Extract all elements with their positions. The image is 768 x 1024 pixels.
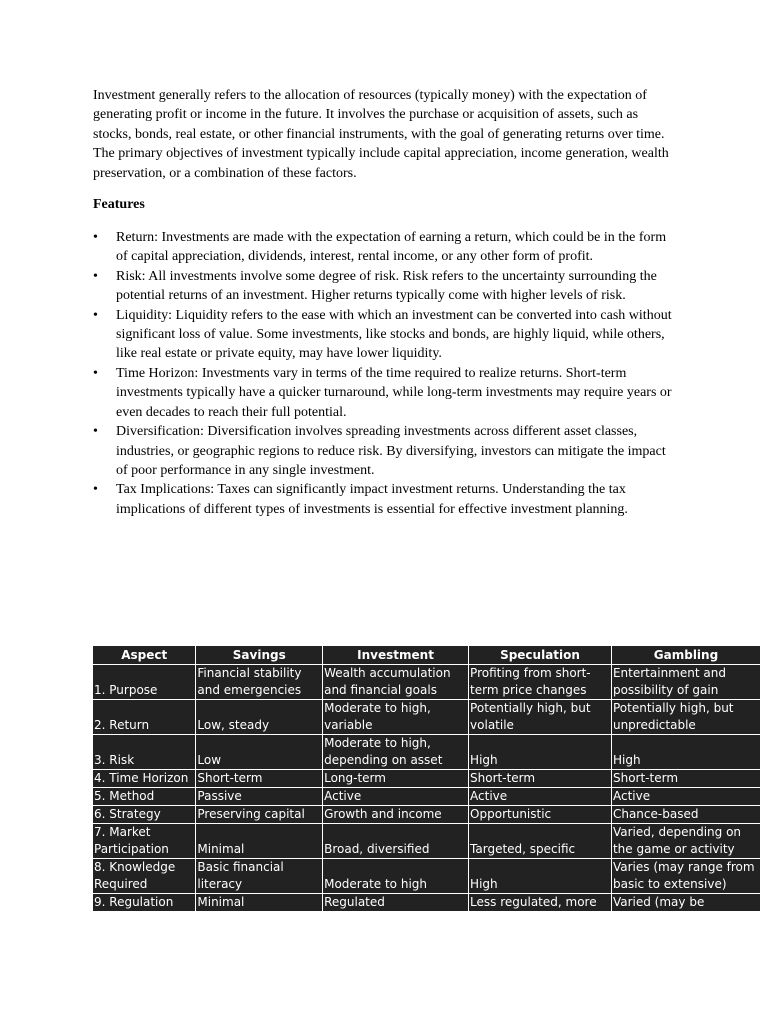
table-cell: High <box>469 859 612 894</box>
table-cell: 2. Return <box>93 700 196 735</box>
document-body <box>93 86 673 519</box>
table-cell: Wealth accumulation and financial goals <box>323 665 469 700</box>
bullet-icon: • <box>93 230 98 246</box>
table-cell: Financial stability and emergencies <box>196 665 323 700</box>
feature-item-return <box>93 228 673 267</box>
table-cell: 9. Regulation <box>93 894 196 912</box>
table-cell: Opportunistic <box>469 806 612 824</box>
table-cell: Potentially high, but unpredictable <box>611 700 760 735</box>
table-cell: Varied (may be <box>611 894 760 912</box>
bullet-icon: • <box>93 268 98 284</box>
table-cell: Low, steady <box>196 700 323 735</box>
table-row <box>93 735 761 770</box>
table-cell: 4. Time Horizon <box>93 770 196 788</box>
table-cell: Targeted, specific <box>469 824 612 859</box>
table-row <box>93 700 761 735</box>
feature-text: Return: Investments are made with the expectation of earning a return, which could be in the form of capital appreciation, dividends, interest, rental income, or any other form of profit. <box>116 230 667 265</box>
table-cell: Active <box>323 788 469 806</box>
table-cell: High <box>611 735 760 770</box>
table-cell: 7. Market Participation <box>93 824 196 859</box>
feature-text: Liquidity: Liquidity refers to the ease with which an investment can be converted into cash without significant loss of value. Some investments, like stocks and bonds, are highly liquid, while others, like real estate or private equity, may have lower liquidity. <box>116 307 672 362</box>
bullet-icon: • <box>93 482 98 498</box>
table-row <box>93 788 761 806</box>
table-cell: 3. Risk <box>93 735 196 770</box>
table-cell: Preserving capital <box>196 806 323 824</box>
table-cell: Passive <box>196 788 323 806</box>
table-cell: High <box>469 735 612 770</box>
table-cell: Less regulated, more <box>469 894 612 912</box>
table-cell: Regulated <box>323 894 469 912</box>
table-cell: Long-term <box>323 770 469 788</box>
comparison-table <box>92 645 761 912</box>
feature-text: Time Horizon: Investments vary in terms of the time required to realize returns. Short-term investments typically have a quicker turnaround, while long-term investments may require years or even decades to reach their full potential. <box>116 365 672 420</box>
feature-text: Tax Implications: Taxes can significantly impact investment returns. Understanding the tax implications of different types of investments is essential for effective investment planning. <box>116 482 628 517</box>
table-header-row <box>93 646 761 665</box>
table-cell: Moderate to high, depending on asset <box>323 735 469 770</box>
table-cell: Moderate to high <box>323 859 469 894</box>
feature-text: Risk: All investments involve some degree of risk. Risk refers to the uncertainty surrounding the potential returns of an investment. Higher returns typically come with higher levels of risk. <box>116 268 657 304</box>
table-cell: 5. Method <box>93 788 196 806</box>
header-gambling: Gambling <box>611 646 760 665</box>
table-cell: Basic financial literacy <box>196 859 323 894</box>
header-aspect: Aspect <box>93 646 196 665</box>
table-cell: 8. Knowledge Required <box>93 859 196 894</box>
table-row <box>93 824 761 859</box>
table-cell: Growth and income <box>323 806 469 824</box>
intro-paragraph: Investment generally refers to the allocation of resources (typically money) with the expectation of generating profit or income in the future. It involves the purchase or acquisition of assets, such as stocks, bonds, real estate, or other financial instruments, with the goal of generating returns over time. The primary objectives of investment typically include capital appreciation, income generation, wealth preservation, or a combination of these factors. <box>93 88 669 181</box>
table-cell: Active <box>469 788 612 806</box>
table-cell: Entertainment and possibility of gain <box>611 665 760 700</box>
feature-item-risk <box>93 267 673 306</box>
table-cell: Short-term <box>611 770 760 788</box>
table-cell: Short-term <box>196 770 323 788</box>
table-row <box>93 859 761 894</box>
table-row <box>93 665 761 700</box>
table-cell: Profiting from short-term price changes <box>469 665 612 700</box>
header-investment: Investment <box>323 646 469 665</box>
feature-item-time-horizon <box>93 364 673 422</box>
table-cell: Chance-based <box>611 806 760 824</box>
bullet-icon: • <box>93 307 98 323</box>
bullet-icon: • <box>93 424 98 440</box>
features-heading: Features <box>93 197 145 213</box>
table-cell: Varied, depending on the game or activity <box>611 824 760 859</box>
table-cell: 6. Strategy <box>93 806 196 824</box>
table-cell: Minimal <box>196 894 323 912</box>
table-cell: 1. Purpose <box>93 665 196 700</box>
feature-text: Diversification: Diversification involves spreading investments across different asset classes, industries, or geographic regions to reduce risk. By diversifying, investors can mitigate the impact of poor performance in any single investment. <box>116 424 666 478</box>
table-row <box>93 806 761 824</box>
table-cell: Short-term <box>469 770 612 788</box>
bullet-icon: • <box>93 365 98 381</box>
table-cell: Varies (may range from basic to extensive) <box>611 859 760 894</box>
features-list <box>93 228 673 519</box>
header-savings: Savings <box>196 646 323 665</box>
table-cell: Moderate to high, variable <box>323 700 469 735</box>
table-cell: Broad, diversified <box>323 824 469 859</box>
table-cell: Low <box>196 735 323 770</box>
header-speculation: Speculation <box>469 646 612 665</box>
table-cell: Potentially high, but volatile <box>469 700 612 735</box>
feature-item-tax-implications <box>93 480 673 519</box>
feature-item-liquidity <box>93 306 673 364</box>
table-row <box>93 770 761 788</box>
table-cell: Active <box>611 788 760 806</box>
table-cell: Minimal <box>196 824 323 859</box>
table-row <box>93 894 761 912</box>
feature-item-diversification <box>93 422 673 480</box>
